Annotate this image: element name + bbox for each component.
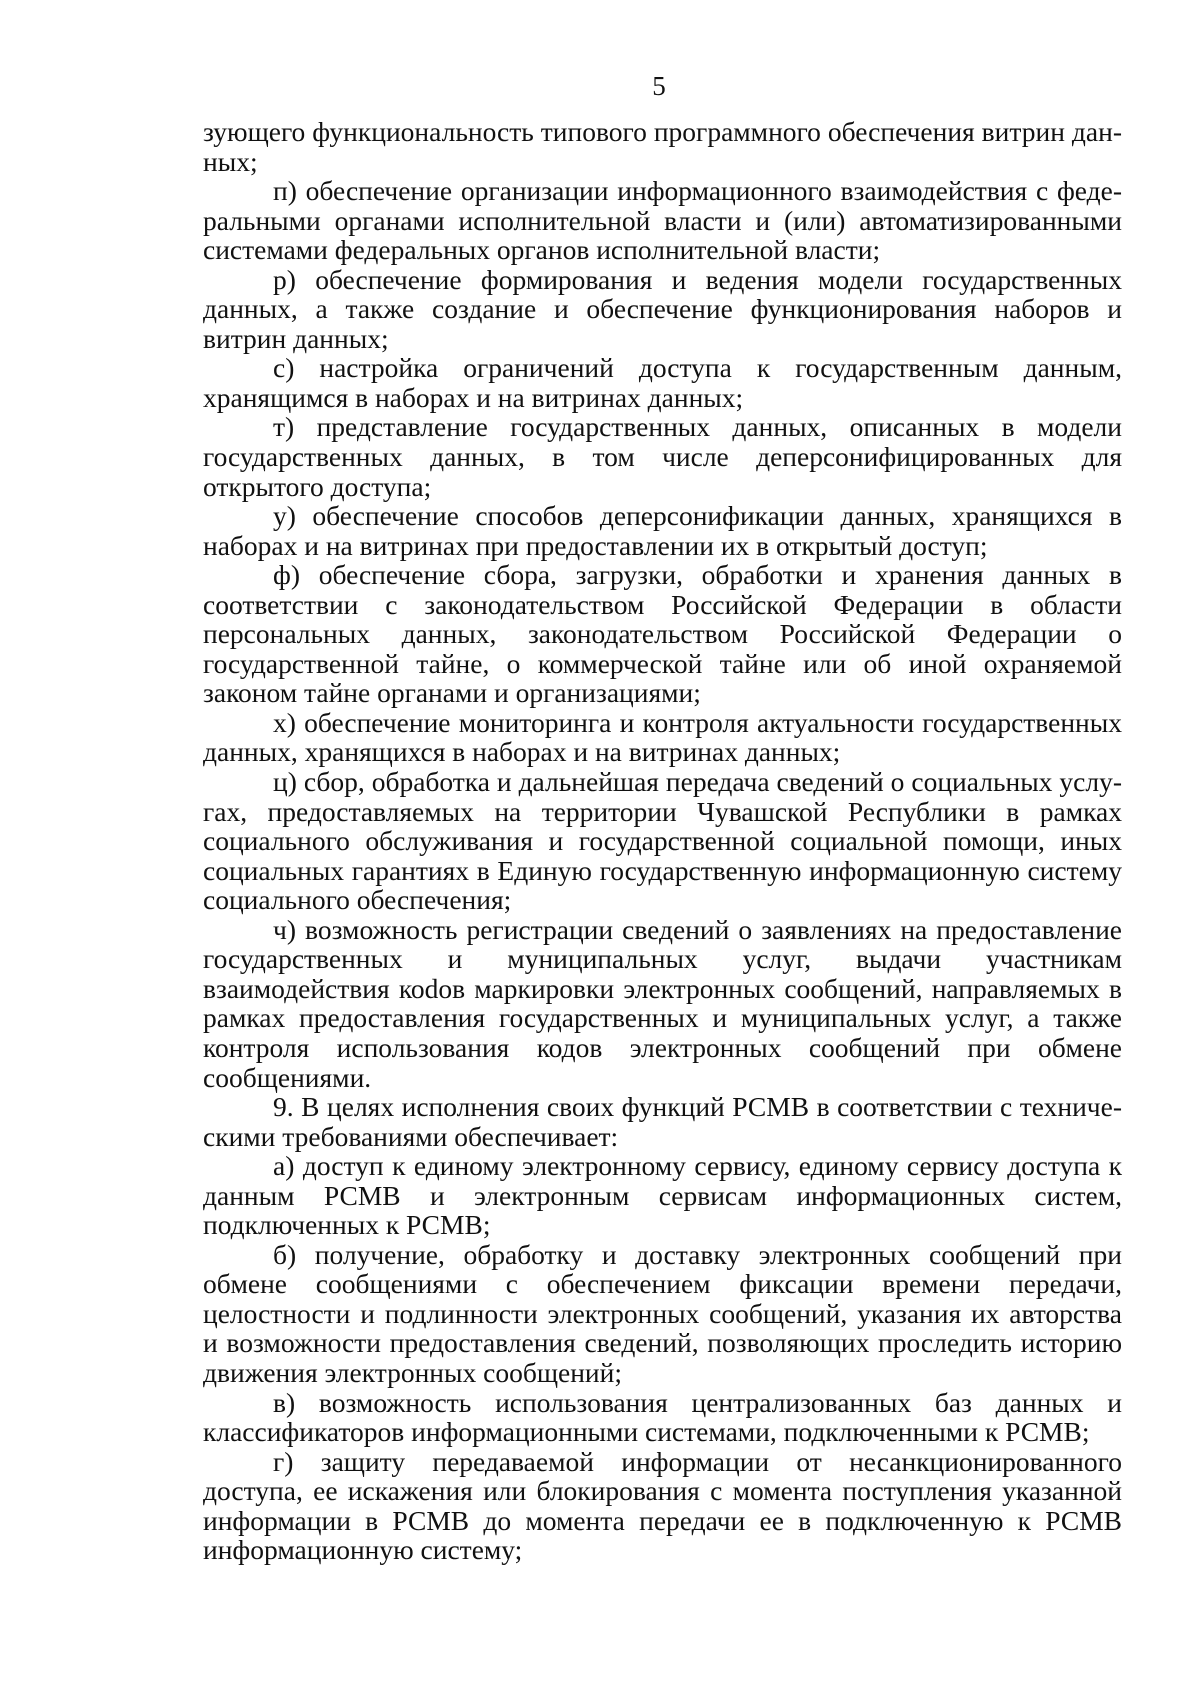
paragraph-item-g: г) защиту передаваемой информации от несанкционированного доступа, ее искажения или блокирования с момента поступления указанной информации в РСМВ до момента передачи ее в подключенную к РСМВ информационную систему;: [203, 1445, 1122, 1566]
paragraph-item-t: т) представление государственных данных, описанных в модели государственных данных, в том числе деперсонифицированных для открытого доступа;: [203, 411, 1122, 502]
document-body: [203, 117, 1122, 1565]
paragraph-section-9: 9. В целях исполнения своих функций РСМВ в соответствии с техническими требованиями обеспечивает:: [203, 1091, 1122, 1152]
paragraph-item-kh: х) обеспечение мониторинга и контроля актуальности государственных данных, хранящихся в наборах и на витринах данных;: [203, 706, 1122, 768]
paragraph-item-b: б) получение, обработку и доставку электронных сообщений при обмене сообщениями с обеспечением фиксации времени передачи, целостности и подлинности электронных сообщений, указания их авторства и возможности предоставления сведений, позволяющих проследить историю движения электронных сообщений;: [203, 1238, 1122, 1388]
paragraph-item-p: п) обеспечение организации информационного взаимодействия с федеральными органами исполнительной власти и (или) автоматизированными системами федеральных органов исполнительной власти;: [203, 175, 1122, 266]
paragraph-item-a: а) доступ к единому электронному сервису, единому сервису доступа к данным РСМВ и электронным сервисам информационных систем, подключенных к РСМВ;: [203, 1150, 1122, 1241]
paragraph-item-ts: ц) сбор, обработка и дальнейшая передача сведений о социальных услугах, предоставляемых на территории Чувашской Республики в рамках социального обслуживания и государственной социальной помощи, иных социальных гарантиях в Единую государственную информационную систему социального обеспечения;: [203, 766, 1122, 916]
paragraph-item-ch: ч) возможность регистрации сведений о заявлениях на предоставление государственных и муниципальных услуг, выдачи участникам взаимодействия коdов маркировки электронных сообщений, направляемых в рамках предоставления государственных и муниципальных услуг, а также контроля использования кодов электронных сообщений при обмене сообщениями.: [203, 913, 1122, 1093]
paragraph-item-u: у) обеспечение способов деперсонификации данных, хранящихся в наборах и на витринах при предоставлении их в открытый доступ;: [203, 500, 1122, 561]
page-number: 5: [652, 71, 666, 101]
paragraph-continuation: зующего функциональность типового программного обеспечения витрин данных;: [203, 116, 1122, 177]
paragraph-item-s: с) настройка ограничений доступа к государственным данным, хранящимся в наборах и на витринах данных;: [203, 352, 1122, 413]
paragraph-item-v: в) возможность использования централизованных баз данных и классификаторов информационными системами, подключенными к РСМВ;: [203, 1386, 1122, 1448]
paragraph-item-r: р) обеспечение формирования и ведения модели государственных данных, а также создание и обеспечение функционирования наборов и витрин данных;: [203, 263, 1122, 354]
paragraph-item-f: ф) обеспечение сбора, загрузки, обработки и хранения данных в соответствии с законодательством Российской Федерации в области персональных данных, законодательством Российской Федерации о государственной тайне, о коммерческой тайне или об иной охраняемой законом тайне органами и организациями;: [203, 559, 1122, 709]
